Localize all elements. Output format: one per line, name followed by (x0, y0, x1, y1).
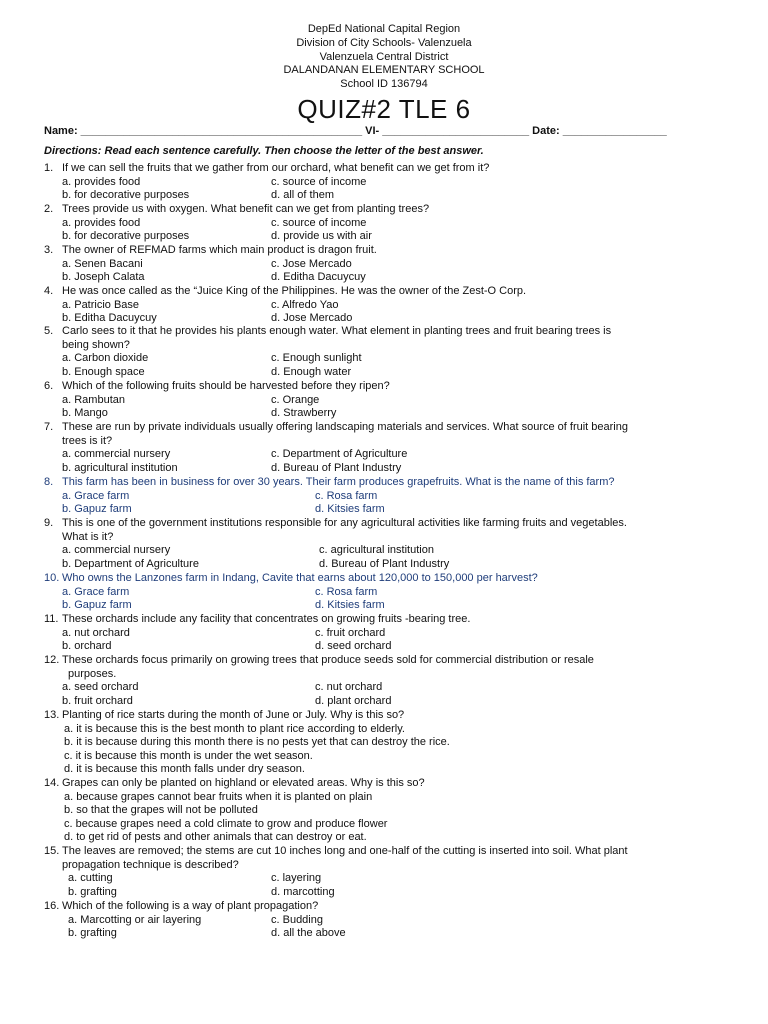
question-text: The leaves are removed; the stems are cut 10 inches long and one-half of the cutting is inserted into soil. What plant (62, 845, 628, 857)
choice-row (44, 394, 734, 408)
choice-option[interactable]: b. so that the grapes will not be polluted (64, 804, 258, 816)
choice-option[interactable]: a. nut orchard (62, 626, 130, 639)
question-text-continued: purposes. (68, 667, 117, 680)
question-9 (44, 517, 734, 571)
question-number: 13. (44, 709, 60, 721)
choice-option[interactable]: b. Mango (62, 407, 108, 419)
choice-option[interactable]: c. Budding (271, 913, 323, 926)
question-13 (44, 709, 734, 777)
choice-row (44, 407, 734, 421)
choice-row (44, 217, 734, 231)
header-region: DepEd National Capital Region (307, 23, 461, 35)
choice-option[interactable]: a. because grapes cannot bear fruits when it is planted on plain (64, 790, 373, 803)
choice-option[interactable]: d. Bureau of Plant Industry (319, 557, 450, 570)
question-number: 15. (44, 845, 60, 857)
question-7 (44, 421, 734, 475)
choice-option[interactable]: a. Grace farm (62, 585, 130, 598)
choice-row (44, 299, 734, 313)
question-text: The owner of REFMAD farms which main product is dragon fruit. (62, 244, 377, 256)
choice-row (44, 914, 734, 928)
question-number: 14. (44, 777, 60, 789)
question-text: He was once called as the “Juice King of the Philippines. He was the owner of the Zest-O Corp. (62, 285, 527, 297)
choice-option[interactable]: d. Bureau of Plant Industry (271, 461, 402, 474)
question-text: Who owns the Lanzones farm in Indang, Cavite that earns about 120,000 to 150,000 per harvest? (62, 572, 538, 584)
question-number: 8. (44, 476, 54, 488)
choice-option[interactable]: a. Rambutan (62, 393, 125, 406)
question-8 (44, 476, 734, 517)
choice-option[interactable]: c. Rosa farm (315, 489, 378, 502)
choice-option[interactable]: a. Marcotting or air layering (68, 913, 202, 926)
question-text: Which of the following is a way of plant propagation? (62, 900, 319, 912)
question-text: This is one of the government institutions responsible for any agricultural activities like farming fruits and vegetables. (62, 517, 627, 529)
choice-row (44, 503, 734, 517)
choice-row (44, 586, 734, 600)
choice-row (44, 271, 734, 285)
header-school-id: School ID 136794 (340, 78, 428, 90)
choice-option[interactable]: d. all the above (271, 927, 346, 939)
choice-option[interactable]: d. Strawberry (271, 407, 337, 419)
question-number: 12. (44, 654, 60, 666)
choice-option[interactable]: b. it is because during this month there is no pests yet that can destroy the rice. (64, 736, 450, 748)
name-line: Name: ______________________________________________ VI- ________________________ Date: _________________ (44, 125, 667, 137)
choice-row (44, 448, 734, 462)
choice-option[interactable]: b. grafting (68, 885, 117, 898)
question-text-continued: What is it? (62, 530, 114, 543)
header-district: Valenzuela Central District (319, 51, 449, 63)
choice-option[interactable]: d. to get rid of pests and other animals that can destroy or eat. (64, 831, 367, 843)
choice-row (44, 599, 734, 613)
choice-option[interactable]: c. source of income (271, 175, 367, 188)
choice-row (44, 258, 734, 272)
choice-option[interactable]: d. Jose Mercado (271, 312, 353, 324)
question-text: If we can sell the fruits that we gather from our orchard, what benefit can we get from it? (62, 162, 490, 174)
choice-option[interactable]: b. for decorative purposes (62, 189, 190, 201)
question-11 (44, 613, 734, 654)
choice-option[interactable]: c. source of income (271, 216, 367, 229)
choice-row (44, 695, 734, 709)
question-5 (44, 325, 734, 379)
choice-option[interactable]: c. Rosa farm (315, 585, 378, 598)
choice-option[interactable]: a. cutting (68, 872, 113, 884)
choice-option[interactable]: a. commercial nursery (62, 544, 171, 556)
header-school: DALANDANAN ELEMENTARY SCHOOL (283, 64, 485, 76)
choice-row (44, 927, 734, 941)
choice-option[interactable]: d. marcotting (271, 885, 335, 898)
choice-option[interactable]: b. agricultural institution (62, 461, 178, 474)
choice-option[interactable]: c. it is because this month is under the wet season. (64, 749, 313, 762)
choice-option[interactable]: c. Department of Agriculture (271, 448, 408, 460)
choice-option[interactable]: a. Patricio Base (62, 298, 140, 311)
question-15 (44, 845, 734, 899)
choice-option[interactable]: a. Senen Bacani (62, 257, 143, 270)
choice-row (44, 189, 734, 203)
question-1 (44, 162, 734, 203)
question-4 (44, 285, 734, 326)
choice-option[interactable]: b. for decorative purposes (62, 230, 190, 242)
choice-row (44, 176, 734, 190)
question-text: These orchards include any facility that concentrates on growing fruits -bearing tree. (62, 613, 471, 625)
question-text: Which of the following fruits should be harvested before they ripen? (62, 380, 390, 392)
choice-row (44, 312, 734, 326)
choice-option[interactable]: a. commercial nursery (62, 448, 171, 460)
question-14 (44, 777, 734, 845)
choice-row (44, 558, 734, 572)
choice-option[interactable]: c. because grapes need a cold climate to grow and produce flower (64, 817, 388, 830)
question-12 (44, 654, 734, 708)
choice-option[interactable]: a. it is because this is the best month to plant rice according to elderly. (64, 722, 405, 735)
question-number: 9. (44, 517, 54, 529)
directions: Directions: Read each sentence carefully. Then choose the letter of the best answer. (44, 145, 484, 157)
question-text-continued: trees is it? (62, 434, 113, 447)
question-text: These orchards focus primarily on growing trees that produce seeds sold for commercial distribution or resale (62, 654, 594, 666)
choice-row (44, 640, 734, 654)
choice-option[interactable]: a. provides food (62, 216, 141, 229)
choice-option[interactable]: c. agricultural institution (319, 544, 434, 556)
choice-option[interactable]: d. all of them (271, 189, 334, 201)
choice-option[interactable]: b. Department of Agriculture (62, 557, 199, 570)
choice-option[interactable]: d. Kitsies farm (315, 503, 385, 515)
question-text: This farm has been in business for over 30 years. Their farm produces grapefruits. What is the name of this farm? (62, 476, 615, 488)
choice-option[interactable]: d. plant orchard (315, 694, 392, 707)
choice-row (44, 490, 734, 504)
choice-option[interactable]: c. Orange (271, 393, 320, 406)
question-text-continued: being shown? (62, 338, 130, 351)
choice-option[interactable]: c. fruit orchard (315, 626, 386, 639)
choice-row (44, 872, 734, 886)
question-text: These are run by private individuals usually offering landscaping materials and services. What source of fruit bearing (62, 421, 628, 433)
choice-row (44, 230, 734, 244)
question-number: 3. (44, 244, 54, 256)
question-text: Planting of rice starts during the month of June or July. Why is this so? (62, 709, 405, 721)
choice-option[interactable]: d. Editha Dacuycuy (271, 271, 366, 283)
choice-option[interactable]: b. grafting (68, 927, 117, 939)
question-number: 2. (44, 203, 54, 215)
choice-option[interactable]: a. Carbon dioxide (62, 352, 149, 364)
question-6 (44, 380, 734, 421)
question-number: 6. (44, 380, 54, 392)
choice-option[interactable]: c. nut orchard (315, 681, 383, 693)
question-text: Grapes can only be planted on highland or elevated areas. Why is this so? (62, 777, 425, 789)
question-text: Trees provide us with oxygen. What benefit can we get from planting trees? (62, 203, 430, 215)
choice-option[interactable]: b. fruit orchard (62, 694, 133, 707)
choice-row (44, 366, 734, 380)
choice-option[interactable]: b. Editha Dacuycuy (62, 312, 157, 324)
choice-option[interactable]: d. it is because this month falls under dry season. (64, 763, 305, 775)
choice-option[interactable]: d. Kitsies farm (315, 599, 385, 611)
choice-option[interactable]: c. Jose Mercado (271, 257, 352, 270)
choice-option[interactable]: b. Gapuz farm (62, 503, 132, 515)
choice-option[interactable]: d. seed orchard (315, 640, 392, 652)
choice-option[interactable]: a. provides food (62, 175, 141, 188)
question-16 (44, 900, 734, 941)
choice-option[interactable]: b. Enough space (62, 365, 145, 378)
question-number: 10. (44, 572, 60, 584)
question-number: 11. (44, 613, 59, 625)
choice-row (44, 627, 734, 641)
question-text: Carlo sees to it that he provides his plants enough water. What element in planting trees and fruit bearing trees is (62, 325, 612, 337)
question-3 (44, 244, 734, 285)
choice-option[interactable]: b. Gapuz farm (62, 599, 132, 611)
choice-option[interactable]: a. Grace farm (62, 489, 130, 502)
choice-option[interactable]: a. seed orchard (62, 681, 139, 693)
question-2 (44, 203, 734, 244)
choice-option[interactable]: b. Joseph Calata (62, 271, 145, 283)
choice-row (44, 681, 734, 695)
quiz-title: QUIZ#2 TLE 6 (297, 94, 471, 124)
choice-row (44, 544, 734, 558)
choice-row (44, 886, 734, 900)
choice-option[interactable]: b. orchard (62, 640, 112, 652)
choice-option[interactable]: c. Alfredo Yao (271, 298, 339, 311)
choice-option[interactable]: c. Enough sunlight (271, 352, 362, 364)
question-10 (44, 572, 734, 613)
choice-row (44, 352, 734, 366)
header-division: Division of City Schools- Valenzuela (296, 37, 472, 49)
question-number: 4. (44, 285, 54, 297)
question-number: 7. (44, 421, 54, 433)
choice-row (44, 462, 734, 476)
question-number: 1. (44, 162, 54, 174)
question-number: 5. (44, 325, 54, 337)
choice-option[interactable]: d. provide us with air (271, 230, 372, 242)
choice-option[interactable]: d. Enough water (271, 365, 352, 378)
question-text-continued: propagation technique is described? (62, 858, 239, 871)
question-number: 16. (44, 900, 60, 912)
choice-option[interactable]: c. layering (271, 872, 322, 884)
